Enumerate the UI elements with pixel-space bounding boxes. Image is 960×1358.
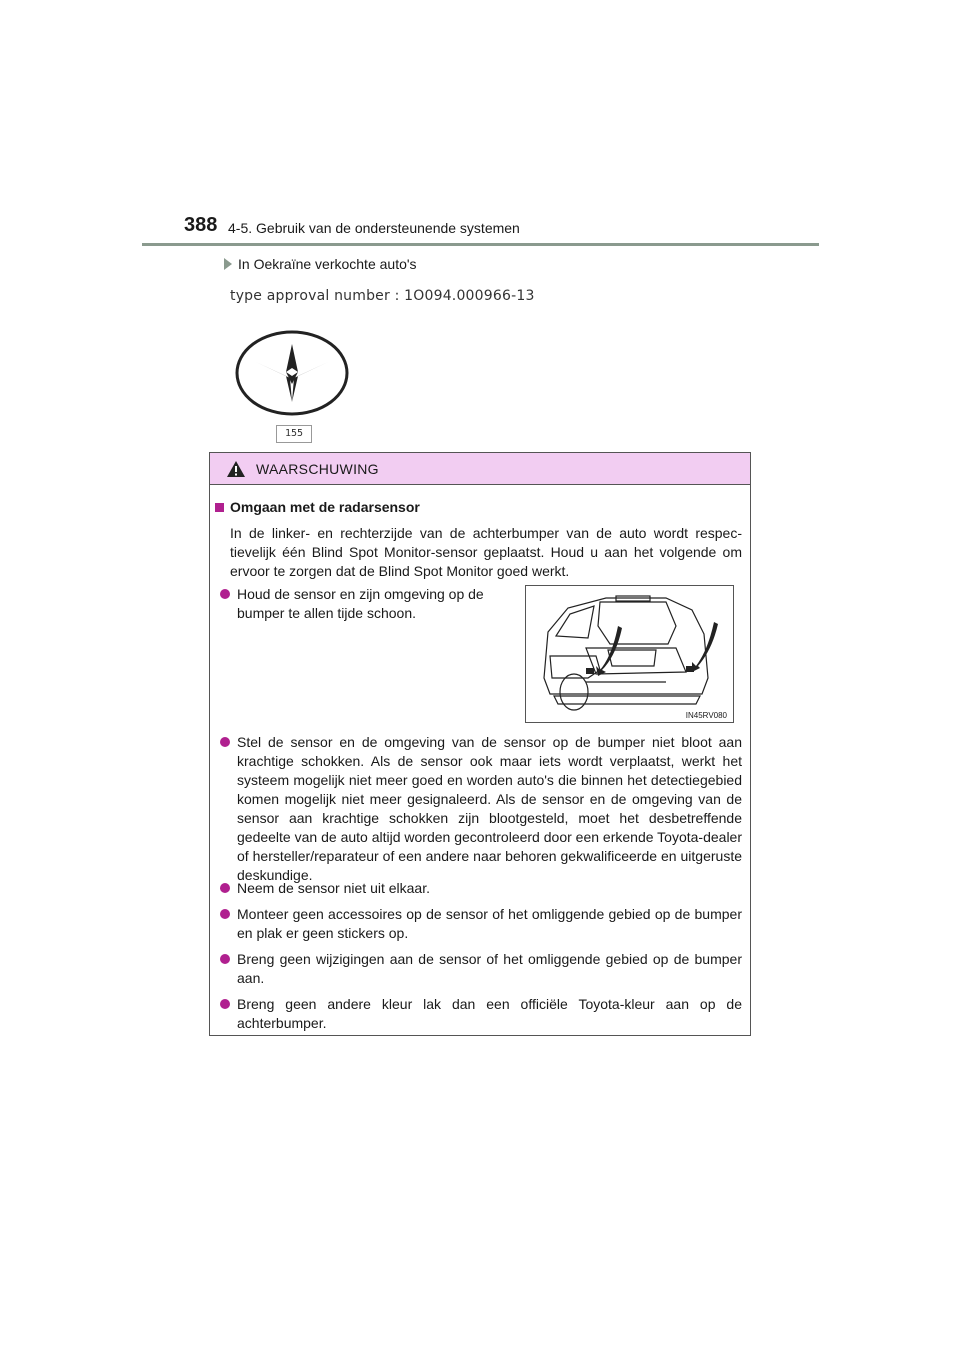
- warning-heading: [215, 499, 420, 515]
- approval-number-text: type approval number : 1O094.000966-13: [230, 288, 535, 304]
- list-item-text: Stel de sensor en de omgeving van de sensor op de bumper niet bloot aan krachtige schokken. Als de sensor ook maar iets wordt verplaatst, werkt het systeem mogelijk niet meer goed en worden auto's die binnen het detectiegebied komen mogelijk niet meer gesignaleerd. Als de sensor en de omgeving van de sensor aan krachtige schokken zijn blootgesteld, moet het desbetreffende gedeelte van de auto altijd worden gecontroleerd door een erkende Toyota-dealer of hersteller/reparateur of een andere naar behoren gekwalificeerde en uitgeruste deskundige.: [237, 734, 742, 883]
- page-number: 388: [184, 214, 218, 236]
- circle-bullet-icon: [220, 954, 230, 964]
- list-item: [220, 879, 742, 898]
- list-item-text: Monteer geen accessoires op de sensor of het omliggende gebied op de bumper en plak er geen stickers op.: [237, 906, 742, 941]
- list-item: [220, 950, 742, 988]
- warning-header: [210, 453, 750, 485]
- warning-box: [209, 452, 751, 1036]
- market-label: [224, 256, 417, 272]
- list-item-text: Neem de sensor niet uit elkaar.: [237, 880, 430, 896]
- approval-number: [230, 287, 535, 304]
- header-rule: [142, 243, 819, 246]
- warning-title: WAARSCHUWING: [256, 460, 379, 477]
- market-label-text: In Oekraïne verkochte auto's: [238, 256, 417, 272]
- warning-triangle-icon: [226, 460, 246, 478]
- list-item: [220, 733, 742, 885]
- cert-code: 155: [276, 425, 312, 443]
- circle-bullet-icon: [220, 589, 230, 599]
- list-item: [220, 905, 742, 943]
- list-item-text: Breng geen wijzigingen aan de sensor of het omliggende gebied op de bumper aan.: [237, 951, 742, 986]
- car-rear-figure: [525, 585, 734, 723]
- section-title: 4-5. Gebruik van de ondersteunende systemen: [228, 220, 520, 236]
- list-item-text: Houd de sensor en zijn omgeving op de bumper te allen tijde schoon.: [237, 586, 484, 621]
- warning-heading-text: Omgaan met de radarsensor: [230, 499, 420, 515]
- car-rear-icon: [526, 586, 733, 722]
- ukraine-certification-mark-icon: [232, 328, 352, 418]
- triangle-right-icon: [224, 258, 232, 270]
- figure-code: IN45RV080: [685, 711, 727, 720]
- circle-bullet-icon: [220, 737, 230, 747]
- list-item-text: Breng geen andere kleur lak dan een officiële Toyota-kleur aan op de achterbumper.: [237, 996, 742, 1031]
- warning-intro: In de linker- en rechterzijde van de achterbumper van de auto wordt respec-tievelijk één Blind Spot Monitor-sensor geplaatst. Houd u aan het volgende om ervoor te zorgen dat de Blind Spot Monitor goed werkt.: [230, 525, 742, 579]
- square-bullet-icon: [215, 503, 224, 512]
- circle-bullet-icon: [220, 909, 230, 919]
- list-item: [220, 995, 742, 1033]
- list-item: [220, 585, 512, 623]
- circle-bullet-icon: [220, 883, 230, 893]
- circle-bullet-icon: [220, 999, 230, 1009]
